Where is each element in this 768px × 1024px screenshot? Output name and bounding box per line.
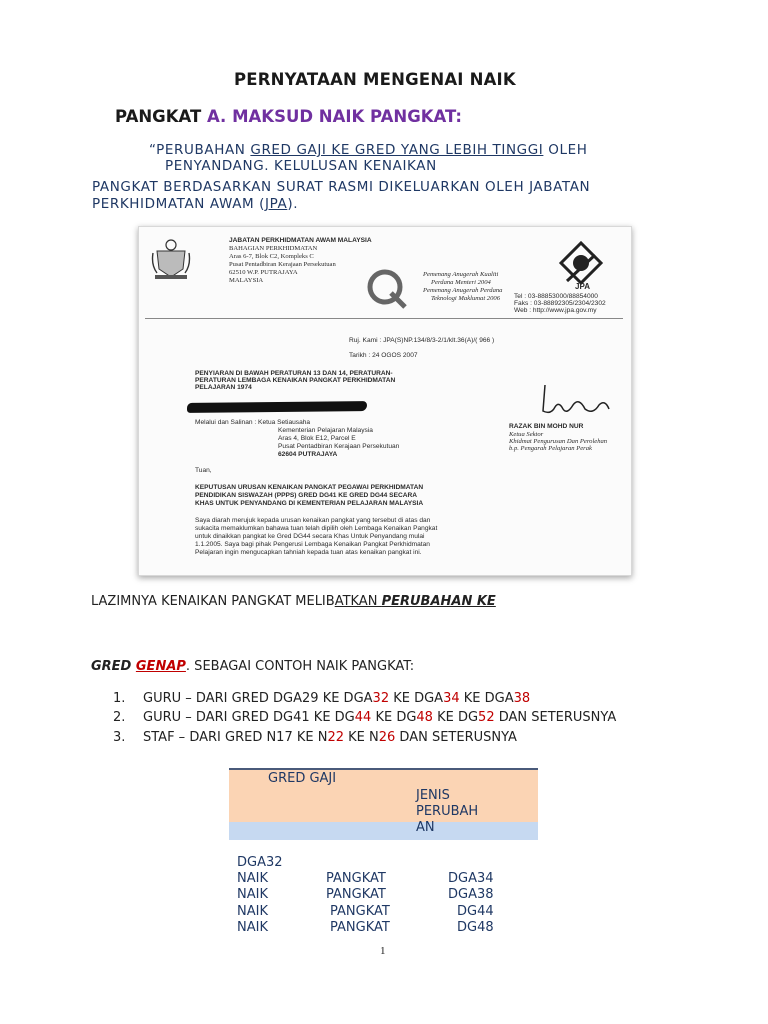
body-line: sukacita memaklumkan bahawa tuan telah dipilih oleh Lembaga Kenaikan Pangkat: [195, 525, 438, 532]
table-col-gred-gaji: GRED GAJI: [268, 771, 337, 786]
letter-dept-line: BAHAGIAN PERKHIDMATAN: [229, 245, 318, 252]
gred-label: GRED: [91, 659, 136, 674]
list-item: GURU – DARI GRED DGA29 KE DGA32 KE DGA34 KE DGA38: [143, 691, 531, 706]
definition-text: PERKHIDMATAN AWAM (: [92, 196, 266, 212]
signer-line: Ketua Sektor: [509, 431, 544, 438]
genap-label: GENAP: [135, 659, 186, 674]
award-line: Perdana Menteri 2004: [431, 279, 491, 286]
subject-line: KHAS UNTUK PENYANDANG DI KEMENTERIAN PELAJARAN MALAYSIA: [195, 500, 424, 507]
melalui-line: 62604 PUTRAJAYA: [278, 451, 338, 458]
letter-header-rule: [145, 318, 623, 319]
letter-heading-line: PENYIARAN DI BAWAH PERATURAN 13 DAN 14, PERATURAN-: [195, 370, 393, 377]
lazim-text: LAZIMNYA KENAIKAN PANGKAT MELIB: [91, 594, 335, 609]
table-col-jenis: AN: [416, 820, 435, 835]
letter-dept-line: JABATAN PERKHIDMATAN AWAM MALAYSIA: [229, 237, 372, 244]
page-title: PERNYATAAN MENGENAI NAIK: [234, 70, 516, 89]
list-item-num: 2.: [113, 710, 126, 725]
table-col-jenis: PERUBAH: [416, 804, 479, 819]
body-line: 1.1.2005. Saya bagi pihak Pengerusi Lembaga Kenaikan Pangkat Perkhidmatan: [195, 541, 430, 548]
list-item: GURU – DARI GRED DG41 KE DG44 KE DG48 KE DG52 DAN SETERUSNYA: [143, 710, 617, 725]
list-item: STAF – DARI GRED N17 KE N22 KE N26 DAN SETERUSNYA: [143, 730, 517, 745]
contact-line: Faks : 03-88892305/2304/2302: [514, 300, 606, 307]
signer-line: b.p. Pengarah Pelajaran Perak: [509, 445, 592, 452]
table-cell: DG48: [457, 920, 494, 935]
reference-number: Ruj. Kami : JPA(S)NP.134/8/3-2/1/klt.36(A)/( 966 ): [349, 337, 495, 344]
section-heading: [115, 107, 462, 126]
body-line: Pelajaran ingin mengucapkan tahniah kepada tuan atas kenaikan pangkat ini.: [195, 549, 422, 556]
heading-text: MAKSUD NAIK PANGKAT:: [232, 107, 462, 126]
award-line: Teknologi Maklumat 2006: [431, 295, 500, 302]
definition-line-1: [149, 142, 588, 158]
table-cell: DGA34: [448, 871, 494, 886]
table-cell: PANGKAT: [326, 887, 386, 902]
award-line: Pemenang Anugerah Kualiti: [423, 271, 499, 278]
signature-icon: [537, 381, 617, 421]
salutation: Tuan,: [195, 467, 212, 474]
table-cell: PANGKAT: [330, 904, 390, 919]
definition-line-3: PANGKAT BERDASARKAN SURAT RASMI DIKELUARKAN OLEH JABATAN: [92, 179, 591, 195]
letter-dept-line: Pusat Pentadbiran Kerajaan Persekutuan: [229, 261, 336, 268]
definition-text: OLEH: [543, 142, 588, 158]
table-col-jenis: JENIS: [416, 788, 450, 803]
page-number: 1: [380, 945, 386, 957]
letter-date: Tarikh : 24 OGOS 2007: [349, 352, 418, 359]
definition-underlined: GRED GAJI KE GRED YANG LEBIH TINGGI: [250, 142, 544, 158]
letter-dept-line: 62510 W.P. PUTRAJAYA: [229, 269, 298, 276]
table-cell: PANGKAT: [330, 920, 390, 935]
table-cell: NAIK: [237, 887, 268, 902]
table-cell: NAIK: [237, 920, 268, 935]
melalui-line: Kementerian Pelajaran Malaysia: [278, 427, 373, 434]
heading-prefix: PANGKAT: [115, 107, 202, 126]
definition-line-2: PENYANDANG. KELULUSAN KENAIKAN: [165, 158, 437, 174]
letter-heading-line: PERATURAN LEMBAGA KENAIKAN PANGKAT PERKHIDMATAN: [195, 377, 396, 384]
jpa-logo-text: JPA: [575, 282, 590, 291]
award-line: Pemenang Anugerah Perdana: [423, 287, 503, 294]
table-first-cell: DGA32: [237, 855, 283, 870]
letter-dept-line: MALAYSIA: [229, 277, 264, 284]
heading-letter: A.: [206, 107, 227, 126]
melalui-line: Aras 4, Blok E12, Parcel E: [278, 435, 356, 442]
table-cell: NAIK: [237, 871, 268, 886]
melalui-line: Pusat Pentadbiran Kerajaan Persekutuan: [278, 443, 400, 450]
definition-text: ).: [287, 196, 299, 212]
table-cell: NAIK: [237, 904, 268, 919]
quality-award-icon: [365, 267, 409, 309]
lazim-line: [91, 594, 496, 609]
contact-line: Tel : 03-88853000/88854000: [514, 293, 598, 300]
letter-dept-line: Aras 6-7, Blok C2, Kompleks C: [229, 253, 314, 260]
jpa-logo-icon: [557, 241, 605, 285]
body-line: untuk dinaikkan pangkat ke Gred DG44 secara Khas Untuk Penyandang mulai: [195, 533, 425, 540]
list-item-num: 3.: [113, 730, 126, 745]
contact-line: Web : http://www.jpa.gov.my: [514, 307, 597, 314]
table-cell: DGA38: [448, 887, 494, 902]
list-item-num: 1.: [113, 691, 126, 706]
signer-name: RAZAK BIN MOHD NUR: [509, 423, 584, 430]
letter-heading-line: PELAJARAN 1974: [195, 384, 252, 391]
gred-rest: . SEBAGAI CONTOH NAIK PANGKAT:: [185, 659, 415, 674]
definition-underlined: JPA: [265, 196, 288, 212]
subject-line: PENDIDIKAN SISWAZAH (PPPS) GRED DG41 KE GRED DG44 SECARA: [195, 492, 418, 499]
gred-genap-line: [91, 659, 414, 674]
signer-line: Khidmat Pengurusan Dan Perolehan: [509, 438, 608, 445]
scanned-letter: [138, 226, 632, 576]
table-cell: DG44: [457, 904, 494, 919]
redacted-name: [187, 401, 367, 413]
table-header-band: [229, 822, 538, 840]
lazim-underlined: ATKAN: [334, 594, 382, 609]
body-line: Saya diarah merujuk kepada urusan kenaikan pangkat yang tersebut di atas dan: [195, 517, 431, 524]
melalui-line: Melalui dan Salinan : Ketua Setiausaha: [195, 419, 311, 426]
definition-text: “PERUBAHAN: [149, 142, 251, 158]
coat-of-arms-icon: [149, 237, 193, 281]
lazim-emphasis: PERUBAHAN KE: [381, 594, 496, 609]
table-cell: PANGKAT: [326, 871, 386, 886]
subject-line: KEPUTUSAN URUSAN KENAIKAN PANGKAT PEGAWAI PERKHIDMATAN: [195, 484, 424, 491]
definition-line-4: [92, 196, 298, 212]
